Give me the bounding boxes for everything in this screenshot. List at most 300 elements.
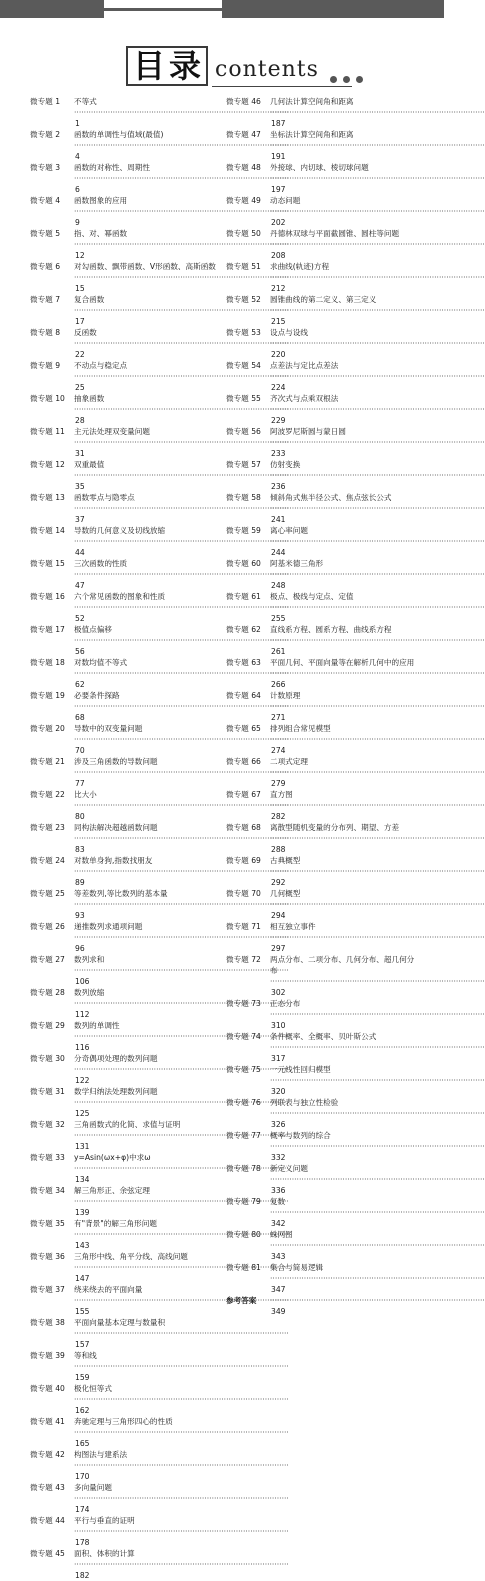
toc-entry[interactable] [30,1515,220,1548]
toc-entry[interactable] [226,360,418,393]
toc-entry[interactable] [226,129,418,162]
toc-entry-topic: 微专题 43 [30,1483,65,1492]
toc-entry[interactable] [226,1229,418,1262]
toc-entry-title: 正态分布 [270,999,301,1008]
toc-entry-topic: 微专题 25 [30,889,65,898]
toc-entry[interactable] [30,1218,220,1251]
toc-entry[interactable] [226,954,418,998]
toc-entry-line [74,1317,220,1350]
dot-leader [74,602,220,613]
toc-entry[interactable] [30,1350,220,1383]
toc-entry-title: 排列组合常见模型 [270,724,331,733]
toc-entry[interactable] [226,1130,418,1163]
toc-entry-topic: 微专题 44 [30,1516,65,1525]
toc-entry-line [270,822,418,855]
toc-entry-topic: 微专题 47 [226,130,261,139]
toc-entry-line [270,1163,418,1196]
toc-entry-body [270,261,418,294]
toc-entry-page: 266 [271,680,286,689]
toc-entry-topic: 微专题 26 [30,922,65,931]
toc-entry-page: 83 [75,845,85,854]
toc-entry-title: 解三角形正、余弦定理 [74,1186,150,1195]
toc-entry-page: 165 [75,1439,90,1448]
toc-entry[interactable] [30,327,220,360]
toc-entry-title: 有"背景"的解三角形问题 [74,1219,157,1228]
toc-entry-page: 4 [75,152,80,161]
toc-entry-body [270,162,418,195]
toc-entry-body [270,1295,418,1317]
toc-entry[interactable] [30,756,220,789]
toc-entry-line [74,492,220,525]
toc-entry[interactable] [30,624,220,657]
toc-entry-page: 302 [271,988,286,997]
toc-entry[interactable] [226,1031,418,1064]
toc-entry-line [270,1064,418,1097]
toc-entry-page: 342 [271,1219,286,1228]
toc-entry[interactable] [30,888,220,921]
toc-entry-body [74,1218,220,1251]
toc-entry[interactable] [226,294,418,327]
toc-entry-line [74,1383,220,1416]
toc-entry-page: 191 [271,152,286,161]
toc-entry[interactable] [226,591,418,624]
toc-entry-body [74,195,220,228]
toc-entry-page: 292 [271,878,286,887]
toc-entry-page: 288 [271,845,286,854]
toc-entry-body [74,1515,220,1548]
toc-entry-title: 相互独立事件 [270,922,316,931]
dot-leader [74,767,220,778]
toc-entry-page: 282 [271,812,286,821]
toc-entry[interactable] [226,162,418,195]
toc-entry-topic: 微专题 79 [226,1197,261,1206]
toc-entry-body [74,1416,220,1449]
toc-entry[interactable] [30,195,220,228]
toc-entry[interactable] [30,987,220,1020]
toc-entry-body [270,1064,418,1097]
toc-entry[interactable] [226,855,418,888]
toc-entry[interactable] [30,228,220,261]
toc-entry[interactable] [30,657,220,690]
toc-entry-title: 对数单身狗,指数找朋友 [74,856,153,865]
toc-entry-page: 241 [271,515,286,524]
toc-entry-topic: 参考答案 [226,1296,257,1305]
dot-leader [270,932,418,943]
toc-entry-page: 215 [271,317,286,326]
toc-entry-line [74,558,220,591]
toc-entry-topic: 微专题 30 [30,1054,65,1063]
dot-leader [74,371,220,382]
toc-entry-title: 计数原理 [270,691,301,700]
toc-entry-line [74,1185,220,1218]
toc-entry-body [74,1053,220,1086]
toc-entry-line [74,1218,220,1251]
toc-entry[interactable] [226,998,418,1031]
toc-entry[interactable] [226,426,418,459]
toc-entry[interactable] [226,1295,418,1317]
toc-entry[interactable] [30,96,220,129]
toc-entry-title: 外接球、内切球、棱切球问题 [270,163,369,172]
toc-entry[interactable] [30,723,220,756]
toc-entry-line [270,591,418,624]
toc-entry-line [74,228,220,261]
toc-entry-line [74,789,220,822]
dot-leader [74,734,220,745]
page-title: 目录 [133,47,206,85]
toc-entry-topic: 微专题 18 [30,658,65,667]
toc-entry-page: 44 [75,548,85,557]
toc-entry-page: 236 [271,482,286,491]
toc-entry-line [270,1295,418,1317]
toc-entry-title: 函数图象的应用 [74,196,128,205]
toc-entry-body [74,1350,220,1383]
dot-leader [270,800,418,811]
toc-entry-topic: 微专题 39 [30,1351,65,1360]
toc-entry[interactable] [30,954,220,987]
toc-entry-body [74,1086,220,1119]
toc-entry-title: 点差法与定比点差法 [270,361,339,370]
dot-leader [74,536,220,547]
dot-leader [74,635,220,646]
toc-entry-title: 涉及三角函数的导数问题 [74,757,158,766]
toc-entry-line [270,1031,418,1064]
toc-entry-body [270,327,418,360]
toc-entry-title: 设点与设线 [270,328,308,337]
toc-entry[interactable] [30,855,220,888]
toc-entry[interactable] [30,525,220,558]
toc-entry-line [74,1284,220,1317]
toc-entry-topic: 微专题 60 [226,559,261,568]
dot-leader [74,338,220,349]
toc-entry-body [74,1284,220,1317]
dot-leader [74,932,220,943]
toc-entry[interactable] [30,822,220,855]
toc-entry-topic: 微专题 17 [30,625,65,634]
toc-entry-body [270,789,418,822]
toc-entry-line [74,624,220,657]
toc-entry-topic: 微专题 10 [30,394,65,403]
toc-entry-body [270,888,418,921]
dot-leader [74,569,220,580]
toc-entry[interactable] [30,459,220,492]
toc-entry[interactable] [226,492,418,525]
toc-entry-topic: 微专题 72 [226,955,261,964]
toc-entry-page: 294 [271,911,286,920]
toc-entry-title: 极化恒等式 [74,1384,112,1393]
toc-entry-title: 不动点与稳定点 [74,361,128,370]
toc-entry[interactable] [226,261,418,294]
toc-entry-body [270,459,418,492]
toc-entry-topic: 微专题 29 [30,1021,65,1030]
toc-entry[interactable] [226,228,418,261]
toc-entry-topic: 微专题 74 [226,1032,261,1041]
toc-entry-line [270,228,418,261]
toc-entry-topic: 微专题 61 [226,592,261,601]
toc-entry-topic: 微专题 27 [30,955,65,964]
toc-entry-title: 奔驰定理与三角形四心的性质 [74,1417,173,1426]
toc-entry-title: 三次函数的性质 [74,559,128,568]
toc-entry-topic: 微专题 37 [30,1285,65,1294]
toc-entry-line [74,690,220,723]
toc-entry-topic: 微专题 50 [226,229,261,238]
toc-entry-topic: 微专题 53 [226,328,261,337]
dot-icon [356,76,363,83]
toc-entry[interactable] [30,789,220,822]
toc-entry[interactable] [30,921,220,954]
toc-entry-title: 三角函数式的化简、求值与证明 [74,1120,181,1129]
toc-entry-body [270,756,418,789]
toc-entry-body [74,591,220,624]
toc-entry-page: 187 [271,119,286,128]
toc-entry-body [74,921,220,954]
toc-entry[interactable] [30,1416,220,1449]
toc-entry-title: 必要条件探路 [74,691,120,700]
toc-entry-line [270,96,418,129]
toc-entry[interactable] [226,558,418,591]
toc-entry[interactable] [226,657,418,690]
toc-entry-line [270,690,418,723]
dot-leader [74,1031,220,1042]
toc-entry-title: 几何概型 [270,889,301,898]
toc-entry-title: 指、对、幂函数 [74,229,128,238]
toc-entry-topic: 微专题 41 [30,1417,65,1426]
toc-entry[interactable] [30,591,220,624]
toc-entry-topic: 微专题 63 [226,658,261,667]
toc-entry-page: 310 [271,1021,286,1030]
toc-entry-body [270,1130,418,1163]
toc-entry-page: 31 [75,449,85,458]
toc-entry-topic: 微专题 65 [226,724,261,733]
toc-entry[interactable] [226,624,418,657]
toc-entry-line [270,1196,418,1229]
toc-entry-title: 求曲线(轨迹)方程 [270,262,330,271]
toc-entry[interactable] [30,1119,220,1152]
toc-entry-title: 古典概型 [270,856,301,865]
toc-entry[interactable] [226,822,418,855]
toc-entry-title: 坐标法计算空间角和距离 [270,130,354,139]
toc-entry-title: 面积、体积的计算 [74,1549,135,1558]
toc-entry[interactable] [30,1284,220,1317]
toc-entry[interactable] [30,1020,220,1053]
toc-entry-line [74,393,220,426]
toc-entry-topic: 微专题 4 [30,196,61,205]
toc-entry[interactable] [30,558,220,591]
toc-entry-page: 182 [75,1571,90,1580]
dot-leader [74,1097,220,1108]
toc-entry[interactable] [30,129,220,162]
toc-entry-line [74,162,220,195]
toc-entry-page: 125 [75,1109,90,1118]
toc-entry[interactable] [30,1251,220,1284]
dot-leader [74,1526,220,1537]
dot-leader [270,1207,418,1218]
toc-entry-body [74,624,220,657]
toc-entry-topic: 微专题 40 [30,1384,65,1393]
toc-entry-body [74,1383,220,1416]
toc-entry-body [270,723,418,756]
toc-entry[interactable] [226,1064,418,1097]
toc-entry-title: 主元法处理双变量问题 [74,427,150,436]
toc-entry[interactable] [30,1185,220,1218]
toc-entry-topic: 微专题 81 [226,1263,261,1272]
dot-leader [74,701,220,712]
toc-entry[interactable] [226,525,418,558]
toc-entry[interactable] [30,294,220,327]
toc-entry-body [74,294,220,327]
toc-entry[interactable] [226,1163,418,1196]
dot-leader [74,1130,220,1141]
toc-entry-body [74,261,220,294]
toc-entry-topic: 微专题 52 [226,295,261,304]
dot-leader [74,1361,220,1372]
toc-entry-page: 116 [75,1043,90,1052]
toc-entry-title: 离心率问题 [270,526,308,535]
toc-entry[interactable] [30,1482,220,1515]
toc-entry[interactable] [30,690,220,723]
toc-entry[interactable] [30,1152,220,1185]
toc-entry-page: 131 [75,1142,90,1151]
toc-entry-title: 抽象函数 [74,394,105,403]
toc-entry-title: 数列的单调性 [74,1021,120,1030]
toc-entry-line [270,723,418,756]
toc-entry-body [270,525,418,558]
toc-entry-topic: 微专题 31 [30,1087,65,1096]
toc-entry-page: 174 [75,1505,90,1514]
toc-entry[interactable] [30,1086,220,1119]
toc-entry-title: 二项式定理 [270,757,308,766]
toc-entry[interactable] [226,96,418,129]
toc-entry[interactable] [226,1196,418,1229]
toc-entry-title: 一元线性回归模型 [270,1065,331,1074]
toc-entry[interactable] [30,1317,220,1350]
toc-entry[interactable] [226,756,418,789]
toc-entry-title: 等差数列,等比数列的基本量 [74,889,168,898]
toc-entry[interactable] [226,690,418,723]
toc-entry-page: 89 [75,878,85,887]
dot-leader [74,998,220,1009]
toc-entry-page: 47 [75,581,85,590]
toc-entry-page: 261 [271,647,286,656]
toc-entry[interactable] [226,888,418,921]
toc-entry[interactable] [30,492,220,525]
toc-entry-topic: 微专题 32 [30,1120,65,1129]
toc-entry-line [270,657,418,690]
toc-entry-body [74,1185,220,1218]
dot-leader [270,734,418,745]
toc-entry[interactable] [226,1262,418,1295]
toc-entry-body [74,1449,220,1482]
toc-entry-line [74,1086,220,1119]
toc-entry-topic: 微专题 13 [30,493,65,502]
toc-entry[interactable] [226,195,418,228]
toc-entry-line [74,1515,220,1548]
toc-entry[interactable] [30,426,220,459]
toc-entry-page: 202 [271,218,286,227]
toc-entry[interactable] [30,1548,220,1581]
toc-entry-line [74,1449,220,1482]
toc-entry-title: 集合与简易逻辑 [270,1263,324,1272]
toc-entry-line [74,1053,220,1086]
toc-entry-topic: 微专题 16 [30,592,65,601]
toc-entry-title: 数列求和 [74,955,105,964]
toc-entry[interactable] [226,1097,418,1130]
dot-leader [74,503,220,514]
dot-leader [270,1141,418,1152]
toc-entry[interactable] [30,1383,220,1416]
toc-entry-page: 320 [271,1087,286,1096]
dot-leader [270,503,418,514]
toc-entry[interactable] [226,327,418,360]
toc-entry[interactable] [226,723,418,756]
toc-entry-page: 106 [75,977,90,986]
toc-entry-page: 178 [75,1538,90,1547]
toc-entry-title: 绕来绕去的平面向量 [74,1285,143,1294]
toc-entry-page: 271 [271,713,286,722]
toc-entry[interactable] [30,1449,220,1482]
toc-entry-line [270,954,418,998]
toc-entry-page: 62 [75,680,85,689]
dot-leader [270,1042,418,1053]
toc-entry-topic: 微专题 64 [226,691,261,700]
toc-entry-page: 17 [75,317,85,326]
toc-entry-body [74,822,220,855]
dot-leader [74,437,220,448]
toc-entry-body [74,360,220,393]
dot-leader [74,1163,220,1174]
toc-entry-body [270,1262,418,1295]
dot-leader [270,635,418,646]
toc-entry-title: 阿基米德三角形 [270,559,324,568]
toc-entry[interactable] [30,162,220,195]
dot-leader [74,140,220,151]
header-bar-right [222,0,444,18]
toc-entry[interactable] [30,1053,220,1086]
toc-entry-line [74,591,220,624]
toc-entry-title: 函数零点与隐零点 [74,493,135,502]
toc-entry-title: 导数中的双变量问题 [74,724,143,733]
toc-entry-title: 直线系方程、圆系方程、曲线系方程 [270,625,392,634]
toc-entry-topic: 微专题 73 [226,999,261,1008]
toc-entry-line [74,921,220,954]
toc-entry[interactable] [226,921,418,954]
toc-entry-page: 25 [75,383,85,392]
toc-entry-topic: 微专题 7 [30,295,61,304]
dot-leader [270,272,418,283]
toc-entry-line [270,855,418,888]
toc-entry-page: 134 [75,1175,90,1184]
toc-entry-title: y=Asin(ωx+φ)中求ω [74,1153,151,1162]
toc-entry-page: 255 [271,614,286,623]
toc-entry-topic: 微专题 70 [226,889,261,898]
toc-entry[interactable] [226,459,418,492]
dot-leader [270,1240,418,1251]
toc-entry[interactable] [30,360,220,393]
toc-entry[interactable] [226,393,418,426]
toc-entry-page: 96 [75,944,85,953]
toc-entry-topic: 微专题 68 [226,823,261,832]
toc-entry-title: 列联表与独立性检验 [270,1098,339,1107]
toc-entry-line [74,888,220,921]
toc-left-column [30,96,220,1581]
toc-entry-line [270,327,418,360]
toc-entry-line [74,1251,220,1284]
toc-entry[interactable] [30,261,220,294]
toc-entry-body [270,393,418,426]
toc-entry[interactable] [30,393,220,426]
dot-leader [270,1108,418,1119]
toc-entry[interactable] [226,789,418,822]
toc-entry-page: 52 [75,614,85,623]
